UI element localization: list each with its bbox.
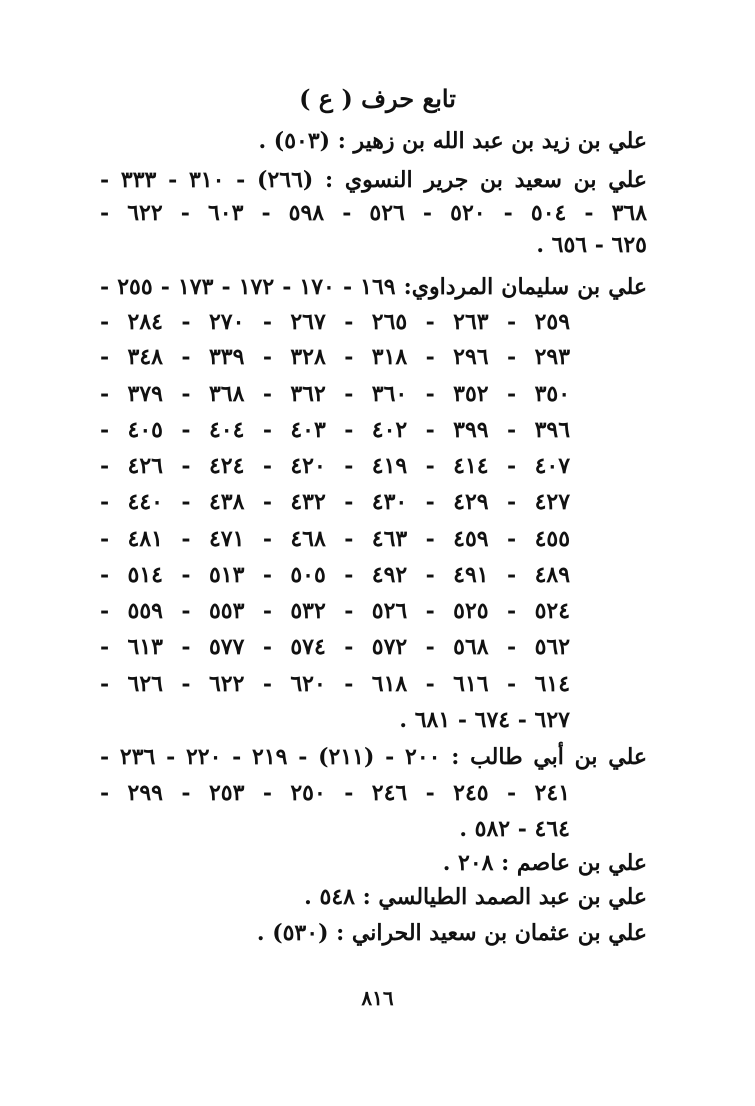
entry-line: علي بن سعيد بن جرير النسوي : (٢٦٦) - ٣١٠ - ٣٣٣ - bbox=[100, 167, 648, 193]
entry-line: ٢٤١ - ٢٤٥ - ٢٤٦ - ٢٥٠ - ٢٥٣ - ٢٩٩ - bbox=[100, 780, 571, 806]
entry-line: ٣٩٦ - ٣٩٩ - ٤٠٢ - ٤٠٣ - ٤٠٤ - ٤٠٥ - bbox=[100, 417, 571, 443]
entry-line: ٥٢٤ - ٥٢٥ - ٥٢٦ - ٥٣٢ - ٥٥٣ - ٥٥٩ - bbox=[100, 598, 571, 624]
entry-line: علي بن أبي طالب : ٢٠٠ - (٢١١) - ٢١٩ - ٢٢٠ - ٢٣٦ - bbox=[100, 744, 648, 770]
entry-line: ٤٢٧ - ٤٢٩ - ٤٣٠ - ٤٣٢ - ٤٣٨ - ٤٤٠ - bbox=[100, 489, 571, 515]
entry-line: ٤٨٩ - ٤٩١ - ٤٩٢ - ٥٠٥ - ٥١٣ - ٥١٤ - bbox=[100, 562, 571, 588]
entry-line: ٦٢٧ - ٦٧٤ - ٦٨١ . bbox=[399, 707, 570, 733]
entry-line: ٤٦٤ - ٥٨٢ . bbox=[459, 816, 570, 842]
entry-line: ٢٩٣ - ٢٩٦ - ٣١٨ - ٣٢٨ - ٣٣٩ - ٣٤٨ - bbox=[100, 344, 571, 370]
entry-line: ٣٥٠ - ٣٥٢ - ٣٦٠ - ٣٦٢ - ٣٦٨ - ٣٧٩ - bbox=[100, 381, 571, 407]
entry-line: ٤٠٧ - ٤١٤ - ٤١٩ - ٤٢٠ - ٤٢٤ - ٤٢٦ - bbox=[100, 453, 571, 479]
entry-line: علي بن عثمان بن سعيد الحراني : (٥٣٠) . bbox=[256, 920, 647, 946]
page-number: ٨١٦ bbox=[361, 986, 394, 1010]
entry-line: ٦١٤ - ٦١٦ - ٦١٨ - ٦٢٠ - ٦٢٢ - ٦٢٦ - bbox=[100, 671, 571, 697]
entry-line: ٦٢٥ - ٦٥٦ . bbox=[536, 232, 647, 258]
entry-line: علي بن عبد الصمد الطيالسي : ٥٤٨ . bbox=[304, 884, 647, 910]
entry-line: علي بن سليمان المرداوي: ١٦٩ - ١٧٠ - ١٧٢ - ١٧٣ - ٢٥٥ - bbox=[100, 274, 648, 300]
page-heading: تابع حرف ( ع ) bbox=[299, 84, 456, 113]
entry-line: علي بن عاصم : ٢٠٨ . bbox=[442, 850, 647, 876]
entry-line: ٥٦٢ - ٥٦٨ - ٥٧٢ - ٥٧٤ - ٥٧٧ - ٦١٣ - bbox=[100, 634, 571, 660]
entry-line: علي بن زيد بن عبد الله بن زهير : (٥٠٣) . bbox=[258, 128, 647, 154]
entry-line: ٤٥٥ - ٤٥٩ - ٤٦٣ - ٤٦٨ - ٤٧١ - ٤٨١ - bbox=[100, 526, 571, 552]
entry-line: ٣٦٨ - ٥٠٤ - ٥٢٠ - ٥٢٦ - ٥٩٨ - ٦٠٣ - ٦٢٢ - bbox=[100, 200, 648, 226]
entry-line: ٢٥٩ - ٢٦٣ - ٢٦٥ - ٢٦٧ - ٢٧٠ - ٢٨٤ - bbox=[100, 309, 571, 335]
